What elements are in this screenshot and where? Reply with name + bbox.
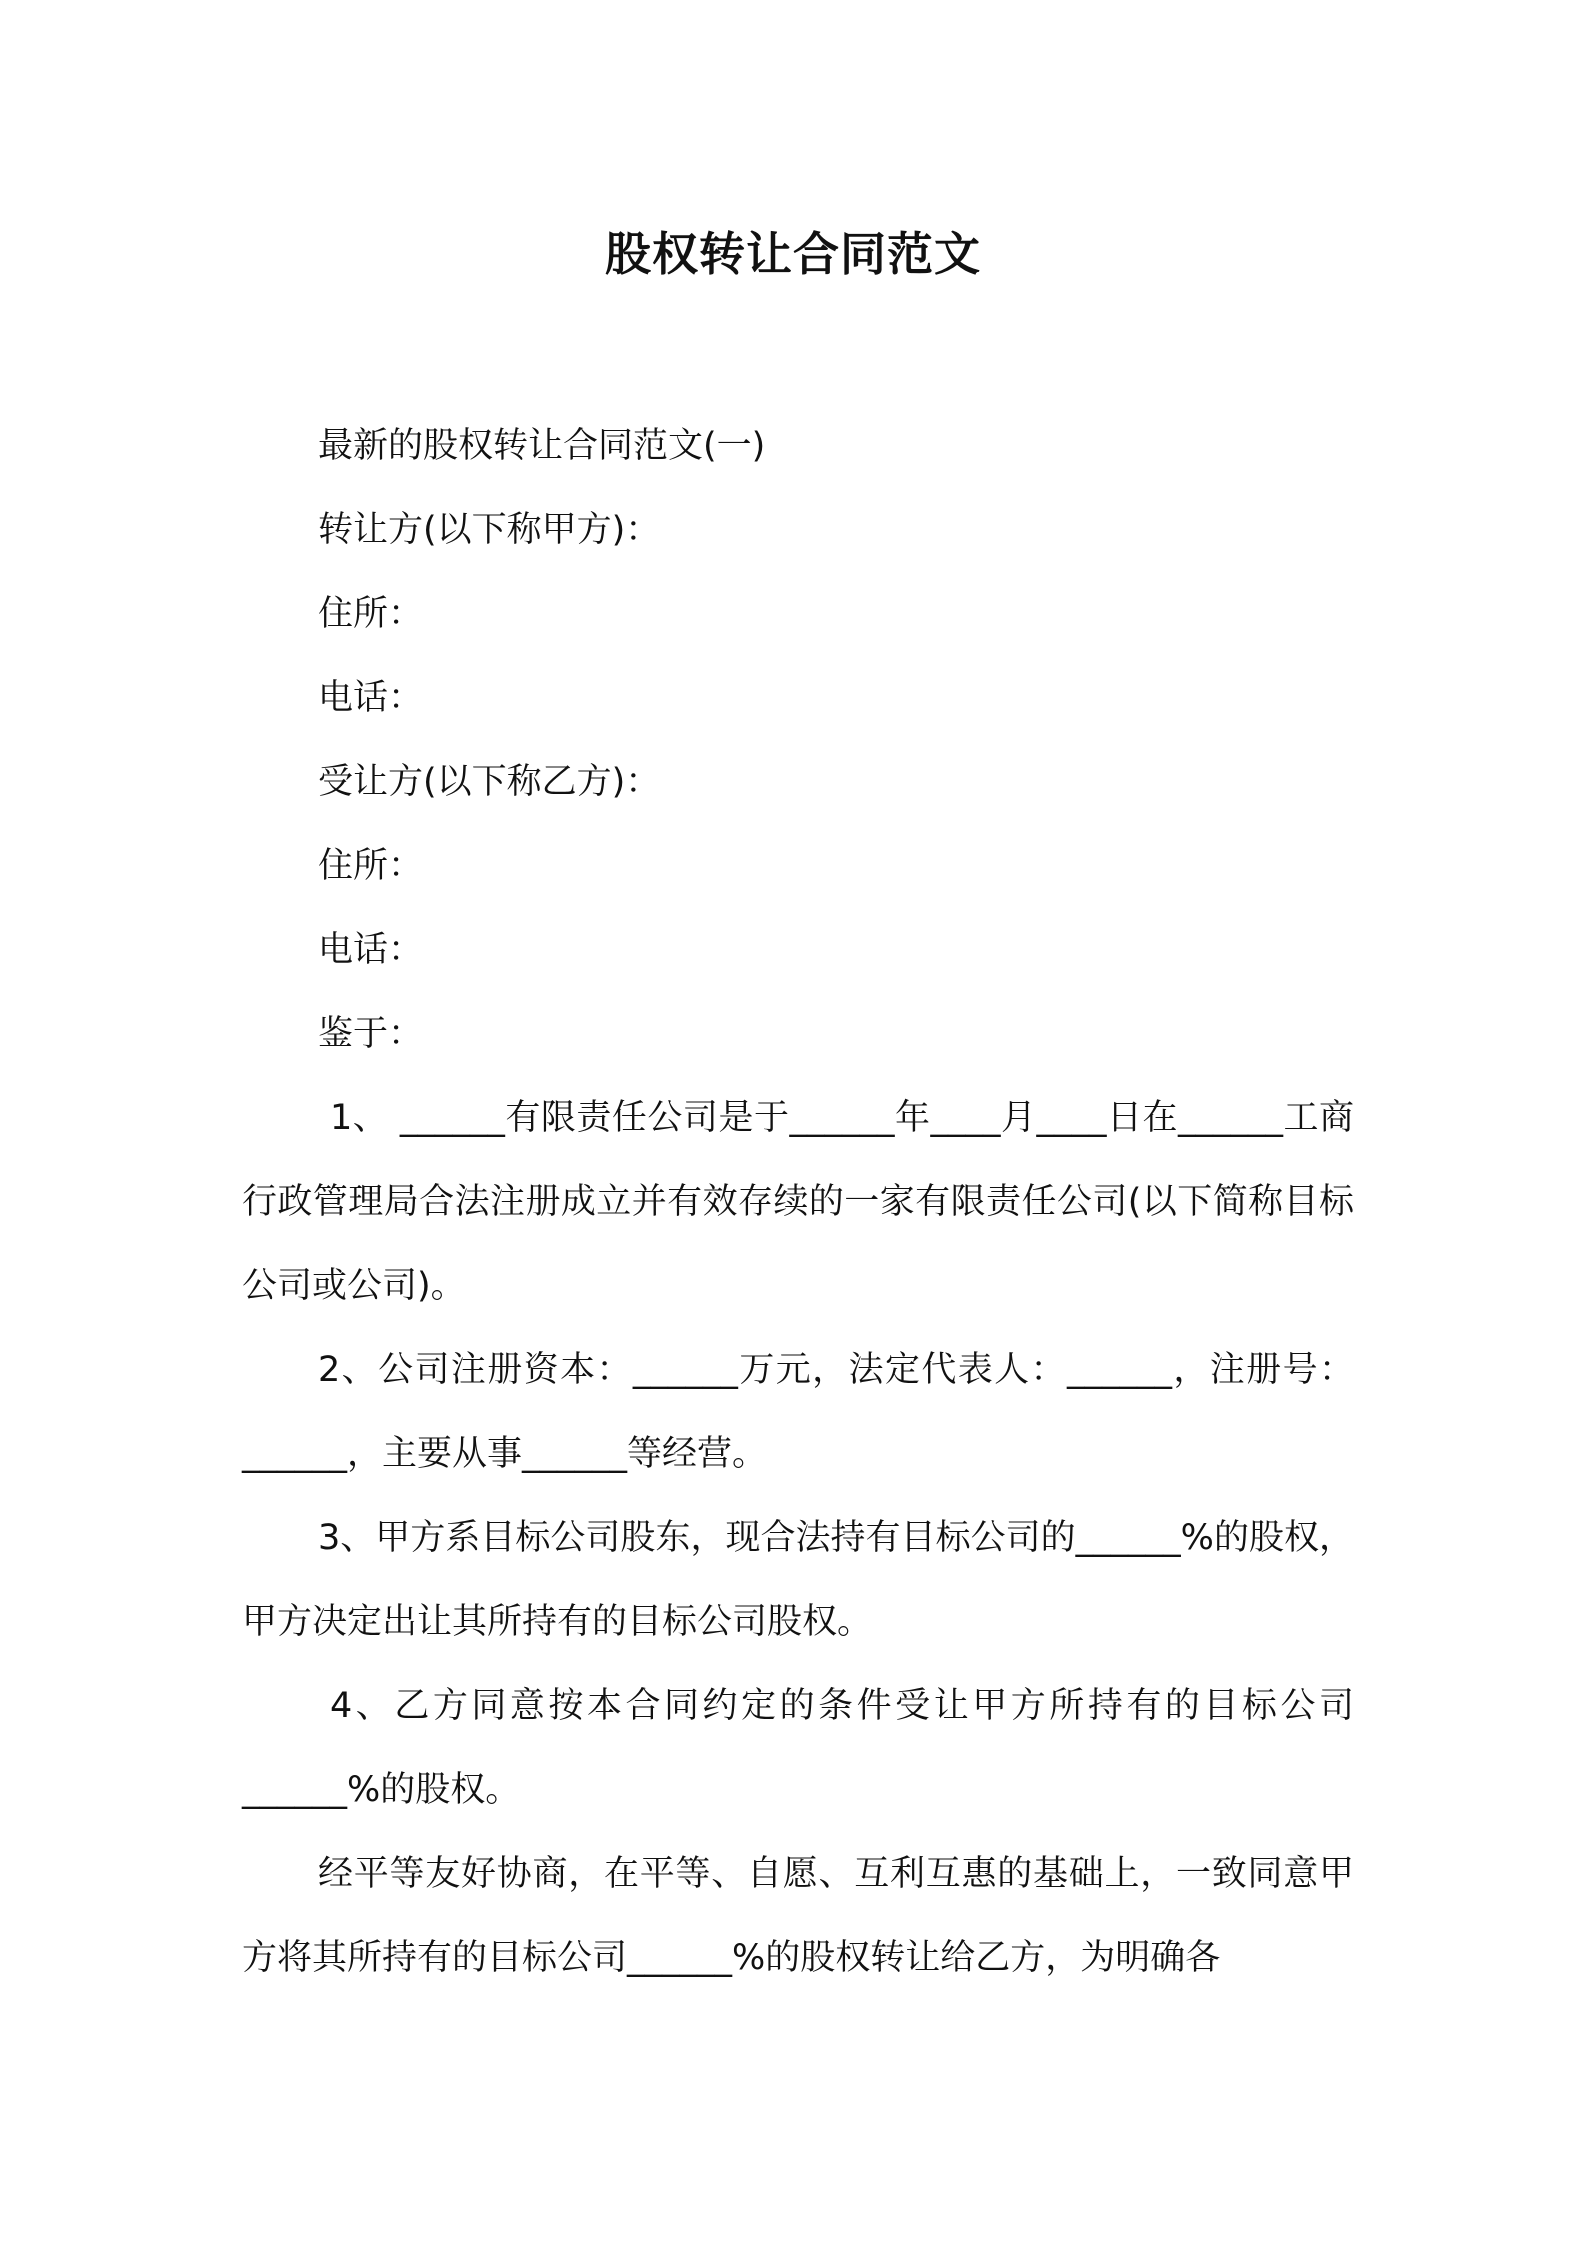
paragraph-agreement: 经平等友好协商，在平等、自愿、互利互惠的基础上，一致同意甲方将其所持有的目标公司______%的股权转让给乙方，为明确各 [242,1854,1354,1978]
paragraph-clause-3: 3、甲方系目标公司股东，现合法持有目标公司的______%的股权，甲方决定出让其所持有的目标公司股权。 [242,1518,1354,1642]
paragraph-clause-2: 2、公司注册资本：______万元，法定代表人：______，注册号：______，主要从事______等经营。 [242,1350,1354,1474]
paragraph-transferee-address: 住所： [318,846,424,886]
paragraph-clause-4: 4、乙方同意按本合同约定的条件受让甲方所持有的目标公司______%的股权。 [242,1686,1354,1810]
paragraph-transferor-address: 住所： [318,594,424,634]
paragraph-transferor-phone: 电话： [318,678,424,718]
paragraph-transferee: 受让方(以下称乙方)： [318,762,661,802]
paragraph-clause-1: 1、 ______有限责任公司是于______年____月____日在______工商行政管理局合法注册成立并有效存续的一家有限责任公司(以下简称目标公司或公司)。 [242,1098,1354,1306]
paragraph-transferee-phone: 电话： [318,930,424,970]
document-title: 股权转让合同范文 [605,227,981,281]
paragraph-heading: 最新的股权转让合同范文(一) [318,426,766,466]
document-body [242,404,1354,2000]
paragraph-transferor: 转让方(以下称甲方)： [318,510,661,550]
paragraph-whereas: 鉴于： [318,1014,424,1054]
